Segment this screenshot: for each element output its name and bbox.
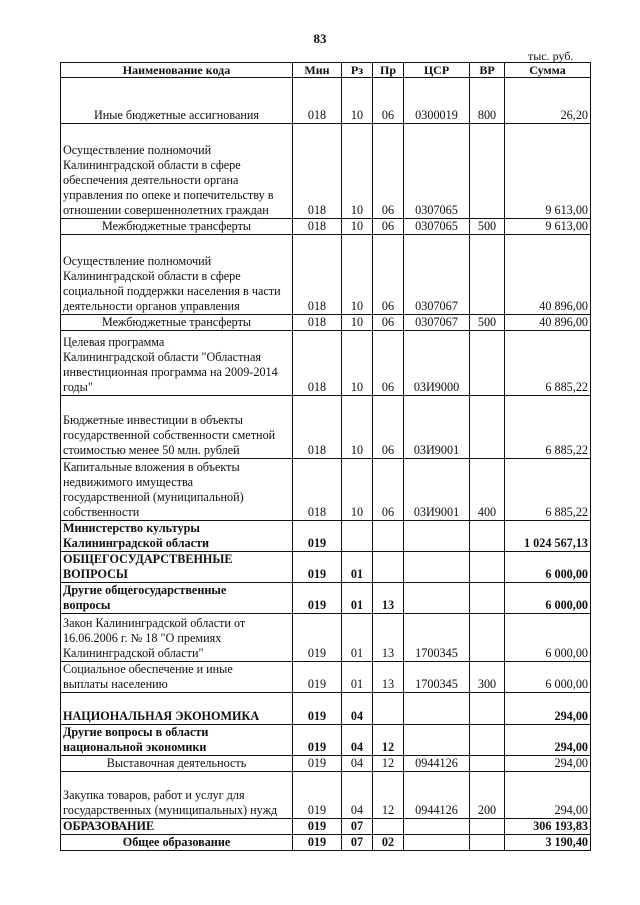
row-rz: 04 xyxy=(342,772,373,819)
row-vr xyxy=(470,756,505,772)
row-min: 019 xyxy=(293,756,342,772)
row-pr: 12 xyxy=(373,756,404,772)
row-rz: 01 xyxy=(342,614,373,662)
col-header-pr: Пр xyxy=(373,63,404,78)
row-sum: 6 885,22 xyxy=(505,459,591,521)
row-rz: 10 xyxy=(342,396,373,459)
row-sum: 294,00 xyxy=(505,756,591,772)
row-rz: 10 xyxy=(342,331,373,396)
row-sum: 6 000,00 xyxy=(505,552,591,583)
row-name: Межбюджетные трансферты xyxy=(61,219,293,235)
row-vr xyxy=(470,725,505,756)
row-name: Выставочная деятельность xyxy=(61,756,293,772)
row-vr: 200 xyxy=(470,772,505,819)
row-pr: 06 xyxy=(373,219,404,235)
row-vr xyxy=(470,835,505,851)
col-header-csr: ЦСР xyxy=(404,63,470,78)
row-name: Осуществление полномочий Калининградской области в сфере обеспечения деятельности органа управления по опеке и попечительству в отношении совершеннолетних граждан xyxy=(61,124,293,219)
row-csr: 0307067 xyxy=(404,235,470,315)
row-csr: 1700345 xyxy=(404,662,470,693)
row-sum: 294,00 xyxy=(505,693,591,725)
row-sum: 6 000,00 xyxy=(505,583,591,614)
row-pr xyxy=(373,521,404,552)
row-min: 019 xyxy=(293,819,342,835)
row-csr: 0307067 xyxy=(404,315,470,331)
row-sum: 6 000,00 xyxy=(505,662,591,693)
row-vr xyxy=(470,124,505,219)
row-csr: 0300019 xyxy=(404,78,470,124)
row-name: Закон Калининградской области от 16.06.2006 г. № 18 "О премиях Калининградской области" xyxy=(61,614,293,662)
col-header-vr: ВР xyxy=(470,63,505,78)
row-pr xyxy=(373,819,404,835)
row-rz: 07 xyxy=(342,835,373,851)
row-rz: 10 xyxy=(342,459,373,521)
row-name: Закупка товаров, работ и услуг для государственных (муниципальных) нужд xyxy=(61,772,293,819)
row-min: 019 xyxy=(293,835,342,851)
table-row xyxy=(61,662,591,693)
table-header xyxy=(61,63,591,78)
row-csr xyxy=(404,583,470,614)
col-header-name: Наименование кода xyxy=(61,63,293,78)
row-csr: 0944126 xyxy=(404,772,470,819)
row-name: Другие общегосударственные вопросы xyxy=(61,583,293,614)
row-sum: 9 613,00 xyxy=(505,124,591,219)
table-row xyxy=(61,219,591,235)
row-csr xyxy=(404,819,470,835)
row-rz: 10 xyxy=(342,315,373,331)
row-vr: 500 xyxy=(470,219,505,235)
col-header-sum: Сумма xyxy=(505,63,591,78)
row-pr: 13 xyxy=(373,662,404,693)
row-min: 019 xyxy=(293,693,342,725)
row-name: ОБЩЕГОСУДАРСТВЕННЫЕ ВОПРОСЫ xyxy=(61,552,293,583)
row-vr: 400 xyxy=(470,459,505,521)
row-min: 018 xyxy=(293,235,342,315)
table-row xyxy=(61,459,591,521)
row-min: 018 xyxy=(293,219,342,235)
row-pr: 06 xyxy=(373,124,404,219)
row-pr: 02 xyxy=(373,835,404,851)
row-sum: 306 193,83 xyxy=(505,819,591,835)
row-vr xyxy=(470,693,505,725)
table-row xyxy=(61,552,591,583)
row-min: 019 xyxy=(293,583,342,614)
row-vr xyxy=(470,552,505,583)
row-min: 019 xyxy=(293,614,342,662)
row-csr: 0307065 xyxy=(404,124,470,219)
row-name: Бюджетные инвестиции в объекты государственной собственности сметной стоимостью менее 50 млн. рублей xyxy=(61,396,293,459)
row-sum: 294,00 xyxy=(505,772,591,819)
row-sum: 26,20 xyxy=(505,78,591,124)
row-csr xyxy=(404,835,470,851)
row-name: ОБРАЗОВАНИЕ xyxy=(61,819,293,835)
row-name: Социальное обеспечение и иные выплаты населению xyxy=(61,662,293,693)
row-min: 018 xyxy=(293,124,342,219)
row-pr: 13 xyxy=(373,583,404,614)
table-row xyxy=(61,756,591,772)
row-sum: 6 885,22 xyxy=(505,396,591,459)
row-csr xyxy=(404,693,470,725)
row-rz: 10 xyxy=(342,219,373,235)
row-pr xyxy=(373,552,404,583)
table-row xyxy=(61,835,591,851)
table-row xyxy=(61,315,591,331)
row-vr xyxy=(470,396,505,459)
row-pr: 06 xyxy=(373,396,404,459)
row-name: Целевая программа Калининградской области "Областная инвестиционная программа на 2009-2014 годы" xyxy=(61,331,293,396)
row-vr xyxy=(470,819,505,835)
row-rz: 04 xyxy=(342,756,373,772)
row-rz: 10 xyxy=(342,78,373,124)
table-row xyxy=(61,725,591,756)
row-min: 018 xyxy=(293,78,342,124)
row-sum: 294,00 xyxy=(505,725,591,756)
table-row xyxy=(61,521,591,552)
row-name: Общее образование xyxy=(61,835,293,851)
row-vr: 300 xyxy=(470,662,505,693)
row-pr: 12 xyxy=(373,772,404,819)
row-csr: 03И9000 xyxy=(404,331,470,396)
table-row xyxy=(61,772,591,819)
row-sum: 9 613,00 xyxy=(505,219,591,235)
row-sum: 40 896,00 xyxy=(505,315,591,331)
row-name: Капитальные вложения в объекты недвижимого имущества государственной (муниципальной) собственности xyxy=(61,459,293,521)
row-pr: 06 xyxy=(373,331,404,396)
row-sum: 40 896,00 xyxy=(505,235,591,315)
row-pr: 06 xyxy=(373,78,404,124)
row-csr: 03И9001 xyxy=(404,459,470,521)
row-min: 019 xyxy=(293,552,342,583)
row-vr xyxy=(470,331,505,396)
row-rz: 01 xyxy=(342,662,373,693)
row-min: 018 xyxy=(293,315,342,331)
row-min: 019 xyxy=(293,725,342,756)
row-csr: 03И9001 xyxy=(404,396,470,459)
row-rz: 10 xyxy=(342,124,373,219)
row-pr: 13 xyxy=(373,614,404,662)
row-vr xyxy=(470,235,505,315)
row-min: 018 xyxy=(293,459,342,521)
row-pr: 06 xyxy=(373,315,404,331)
row-csr xyxy=(404,552,470,583)
table-row xyxy=(61,235,591,315)
row-rz xyxy=(342,521,373,552)
budget-table xyxy=(60,62,591,851)
row-pr: 06 xyxy=(373,235,404,315)
row-rz: 04 xyxy=(342,725,373,756)
row-pr xyxy=(373,693,404,725)
row-rz: 01 xyxy=(342,552,373,583)
table-row xyxy=(61,693,591,725)
row-csr xyxy=(404,521,470,552)
row-name: Другие вопросы в области национальной экономики xyxy=(61,725,293,756)
table-row xyxy=(61,396,591,459)
row-sum: 6 000,00 xyxy=(505,614,591,662)
row-csr: 0944126 xyxy=(404,756,470,772)
row-min: 018 xyxy=(293,331,342,396)
row-rz: 04 xyxy=(342,693,373,725)
page-number: 83 xyxy=(313,31,327,46)
row-sum: 3 190,40 xyxy=(505,835,591,851)
row-sum: 6 885,22 xyxy=(505,331,591,396)
row-vr xyxy=(470,521,505,552)
row-pr: 12 xyxy=(373,725,404,756)
table-row xyxy=(61,583,591,614)
row-min: 019 xyxy=(293,772,342,819)
row-csr xyxy=(404,725,470,756)
row-pr: 06 xyxy=(373,459,404,521)
units-label: тыс. руб. xyxy=(528,49,574,63)
row-name: Межбюджетные трансферты xyxy=(61,315,293,331)
row-vr xyxy=(470,583,505,614)
col-header-rz: Рз xyxy=(342,63,373,78)
table-row xyxy=(61,819,591,835)
table-row xyxy=(61,124,591,219)
row-csr: 1700345 xyxy=(404,614,470,662)
row-vr xyxy=(470,614,505,662)
table-row xyxy=(61,614,591,662)
row-min: 018 xyxy=(293,396,342,459)
row-name: НАЦИОНАЛЬНАЯ ЭКОНОМИКА xyxy=(61,693,293,725)
row-rz: 07 xyxy=(342,819,373,835)
row-min: 019 xyxy=(293,521,342,552)
row-name: Министерство культуры Калининградской области xyxy=(61,521,293,552)
row-vr: 500 xyxy=(470,315,505,331)
row-name: Осуществление полномочий Калининградской области в сфере социальной поддержки населения в части деятельности органов управления xyxy=(61,235,293,315)
row-sum: 1 024 567,13 xyxy=(505,521,591,552)
row-csr: 0307065 xyxy=(404,219,470,235)
row-vr: 800 xyxy=(470,78,505,124)
row-min: 019 xyxy=(293,662,342,693)
table-row xyxy=(61,78,591,124)
row-name: Иные бюджетные ассигнования xyxy=(61,78,293,124)
row-rz: 10 xyxy=(342,235,373,315)
row-rz: 01 xyxy=(342,583,373,614)
table-row xyxy=(61,331,591,396)
col-header-min: Мин xyxy=(293,63,342,78)
